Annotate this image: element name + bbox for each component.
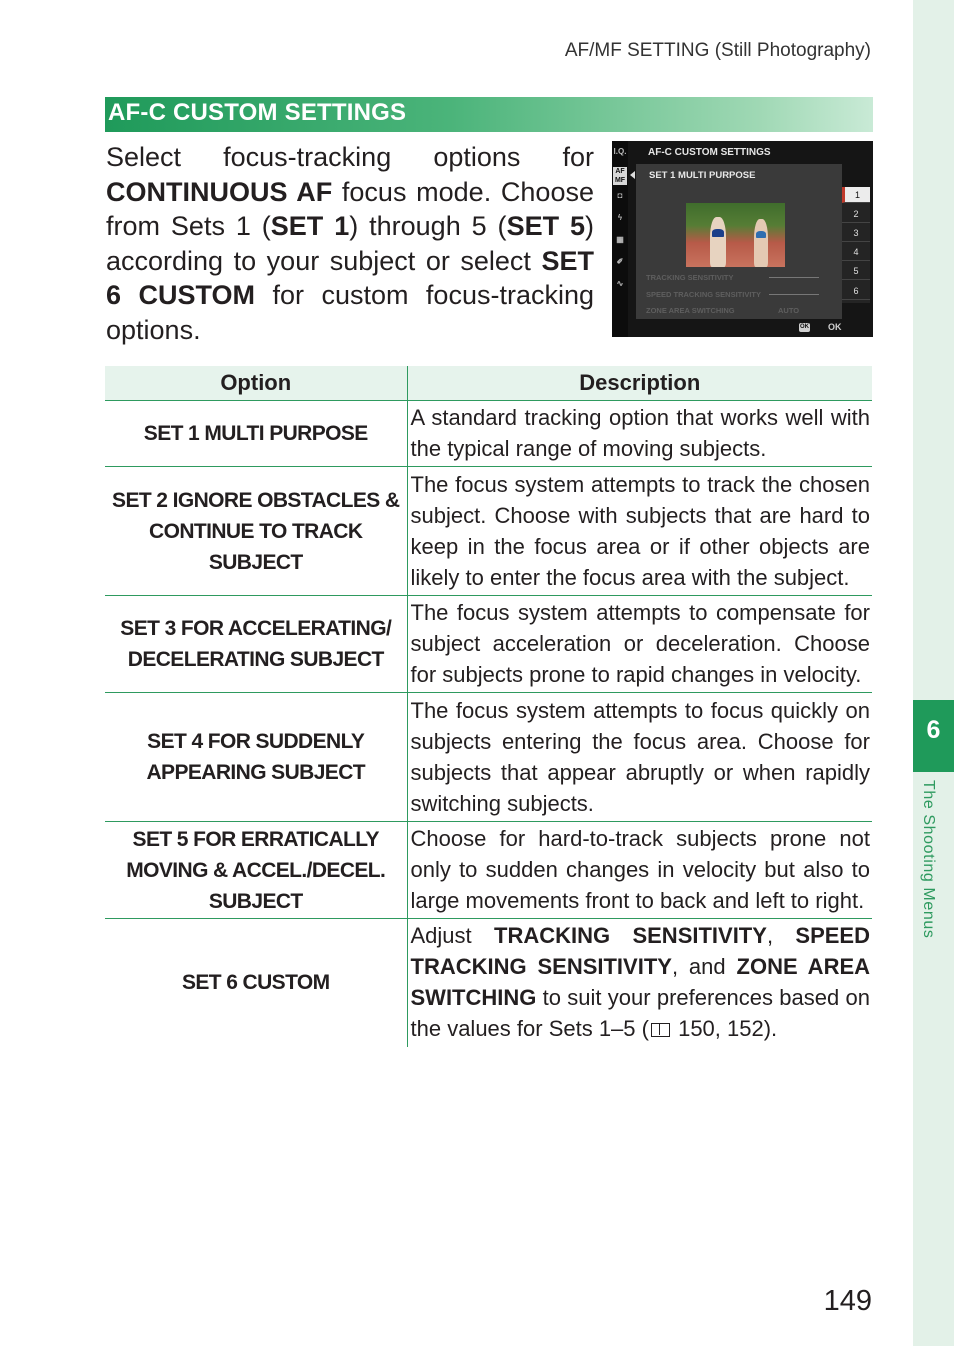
option-cell: SET 1 MULTI PURPOSE [105,401,407,467]
option-cell: SET 4 FOR SUDDENLY APPEARING SUBJECT [105,693,407,822]
screen-subtitle: SET 1 MULTI PURPOSE [649,170,756,181]
set-item-5: 5 [842,263,870,280]
intro-paragraph [106,140,594,347]
desc-text: , and [671,954,737,980]
chapter-label: The Shooting Menus [920,780,937,939]
column-header-description: Description [407,366,872,401]
intro-text: ) according to your subject or select [106,211,595,276]
desc-text: Adjust [410,923,494,949]
screen-row-tracking-sensitivity: TRACKING SENSITIVITY [646,273,734,282]
menu-side-tabs [612,141,628,337]
set-item-2: 2 [842,206,870,223]
table-row [105,401,872,467]
description-cell [407,919,872,1047]
intro-bold-set1: SET 1 [270,211,350,241]
desc-bold-tracking-sensitivity: TRACKING SENSITIVITY [494,923,767,949]
setup-wrench-icon: ✐ [616,257,624,266]
page-number: 149 [823,1285,872,1317]
section-title: AF-C CUSTOM SETTINGS [108,99,407,126]
left-arrow-icon [630,171,635,179]
camera-screen-illustration [612,141,873,337]
description-cell: The focus system attempts to compensate for subject acceleration or deceleration. Choose for subjects prone to rapid changes in velocity. [407,596,872,693]
screen-row-speed-tracking: SPEED TRACKING SENSITIVITY [646,290,762,299]
intro-text: focus mode. Choose from Sets 1 ( [106,176,594,241]
set-item-3: 3 [842,225,870,242]
description-cell: The focus system attempts to track the chosen subject. Choose with subjects that are hard to keep in the focus area or if other objects are likely to enter the focus area with the subject. [407,467,872,596]
table-header-row [105,366,872,401]
desc-text: , [766,923,796,949]
zone-area-value: AUTO [778,306,800,315]
side-strip [913,0,954,1346]
set-item-6: 6 [842,283,870,300]
table-row [105,596,872,693]
description-cell: The focus system attempts to focus quickly on subjects entering the focus area. Choose for subjects that appear abruptly or when rapidly switching subjects. [407,693,872,822]
screen-row-zone-area: ZONE AREA SWITCHING [646,306,735,315]
set-item-4: 4 [842,244,870,261]
tracking-sensitivity-slider [769,277,819,278]
running-header: AF/MF SETTING (Still Photography) [564,40,871,61]
ok-label: OK [828,322,842,332]
connection-tab-icon: ∿ [616,279,624,288]
intro-bold-set6-custom: SET 6 CUSTOM [106,245,594,310]
intro-text: for custom focus-tracking options. [106,280,594,345]
chapter-tab [913,700,954,772]
table-row [105,919,872,1047]
intro-text: Select focus-tracking options for [106,142,594,172]
book-reference-icon [651,1023,670,1037]
speed-tracking-slider [769,294,819,295]
movie-tab-icon: ▦ [616,235,624,244]
table-row [105,693,872,822]
sample-runners-photo [686,203,785,267]
option-cell: SET 2 IGNORE OBSTACLES & CONTINUE TO TRACK SUBJECT [105,467,407,596]
desc-bold-speed-tracking-sensitivity: SPEED TRACKING SENSITIVITY [410,923,870,980]
intro-bold-set5: SET 5 [506,211,586,241]
options-table [105,366,872,1047]
flash-tab-icon: ϟ [617,213,623,222]
ok-button-icon: OK [800,324,809,330]
section-heading-bar [105,97,873,132]
option-cell: SET 6 CUSTOM [181,971,330,995]
table-row [105,822,872,919]
screen-title: AF-C CUSTOM SETTINGS [648,147,771,158]
desc-bold-zone-area-switching: ZONE AREA SWITCHING [410,954,871,1011]
af-mf-tab-icon: AF MF [614,168,626,184]
chapter-number: 6 [926,716,941,744]
description-cell: A standard tracking option that works well with the typical range of moving subjects. [407,401,872,467]
image-quality-tab-icon: I.Q. [613,147,627,156]
set-item-1: 1 [842,187,870,203]
intro-bold-continuous-af: CONTINUOUS AF [106,176,333,207]
table-row [105,467,872,596]
option-cell: SET 3 FOR ACCELERATING/ DECELERATING SUBJECT [105,596,407,693]
option-cell: SET 5 FOR ERRATICALLY MOVING & ACCEL./DECEL. SUBJECT [105,822,407,919]
intro-text: ) through 5 ( [349,211,507,241]
desc-text: to suit your preferences based on the values for Sets 1–5 ( [410,985,870,1042]
description-cell: Choose for hard-to-track subjects prone not only to sudden changes in velocity but also to large movements front to back and left to right. [407,822,872,919]
camera-tab-icon: ◘ [617,191,623,200]
column-header-option: Option [105,366,407,401]
desc-text: 150, 152). [671,1016,778,1042]
